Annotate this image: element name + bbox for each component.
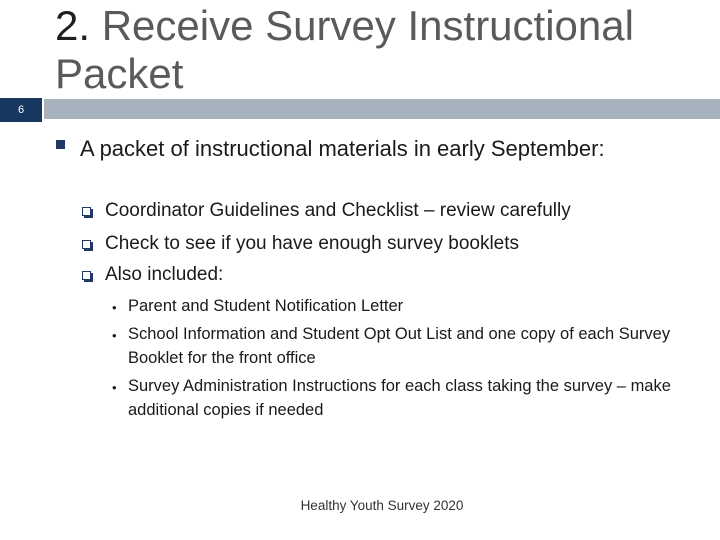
hollow-square-bullet-icon — [82, 271, 91, 280]
hollow-square-bullet-icon — [82, 240, 91, 249]
slide-title-number: 2. — [55, 2, 91, 49]
slide-title-text: Receive Survey Instructional Packet — [55, 2, 634, 97]
sub-list-item: Parent and Student Notification Letter — [128, 297, 404, 315]
list-item: Check to see if you have enough survey booklets — [105, 233, 520, 254]
dot-bullet-icon: • — [112, 380, 117, 395]
list-item: Coordinator Guidelines and Checklist – review carefully — [105, 200, 571, 221]
sub-list-item: Survey Administration Instructions for each class taking the survey – make additional copies if needed — [128, 377, 671, 419]
square-bullet-icon — [56, 140, 65, 149]
list-item: Also included: — [105, 264, 224, 285]
slide-footer: Healthy Youth Survey 2020 — [300, 498, 464, 513]
hollow-square-bullet-icon — [82, 207, 91, 216]
dot-bullet-icon: • — [112, 328, 117, 343]
sub-list-item: School Information and Student Opt Out List and one copy of each Survey Booklet for the front office — [128, 325, 671, 367]
intro-text: A packet of instructional materials in early September: — [80, 136, 605, 161]
dot-bullet-icon: • — [112, 300, 117, 315]
slide-number: 6 — [17, 104, 25, 116]
